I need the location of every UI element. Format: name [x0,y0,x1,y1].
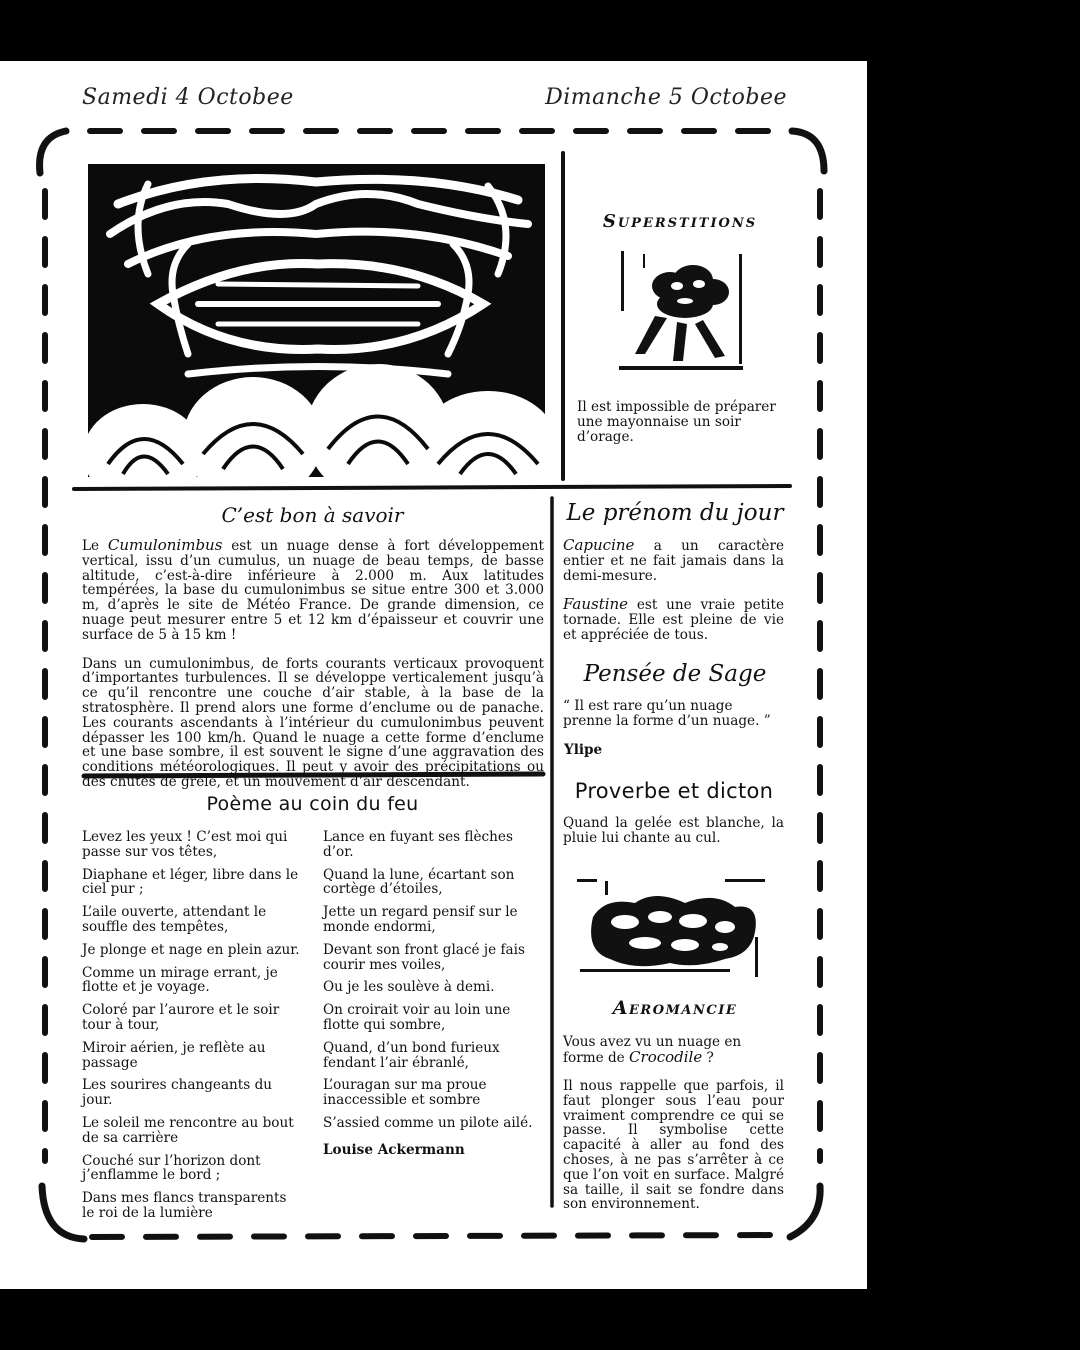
cumulonimbus-illustration [88,164,545,477]
bon-a-savoir-p2: Dans un cumulonimbus, de forts courants verticaux provoquent d’importantes turbulences. Il se développe verticalement jusqu’à ce qu’il rencontre une couche d’air stable, à la base de la stratosphère. Il prend alors une forme d’enclume ou de panache. Les courants ascendants à l’intérieur du cumulonimbus peuvent dépasser les 100 km/h. Quand le nuage a cette forme d’enclume et une base sombre, il est souvent le signe d’une aggravation des conditions météorologiques. Il peut y avoir des précipitations ou des chutes de grêle, et un mouvement d’air descendant. [82,655,544,790]
poem-line: Comme un mirage errant, je flotte et je voyage. [82,964,278,996]
aeromancie-text: Il nous rappelle que parfois, il faut plonger sous l’eau pour vraiment comprendre ce qui se passe. Il symbolise cette capacité à aller au fond des choses, à ne pas s’arrêter à ce que l’on voit en surface. Malgré sa taille, il sait se fondre dans son environnement. [563,1078,784,1213]
poem-line: Couché sur l’horizon dont j’enflamme le bord ; [82,1152,261,1184]
superstitions-title: Superstitions [602,211,758,232]
date-left: Samedi 4 Octobee [82,85,294,110]
prenom-text2: est une vraie petite tornade. Elle est pleine de vie et appréciée de tous. [563,597,784,643]
date-right: Dimanche 5 Octobee [545,85,787,110]
aeromancie-q-word: Crocodile [629,1047,703,1066]
page [0,61,867,1289]
prenom-title: Le prénom du jour [566,500,784,526]
superstitions-text: Il est impossible de préparer une mayonnaise un soir d’orage. [577,399,776,445]
poem-line: Le soleil me rencontre au bout de sa carrière [82,1114,294,1146]
bon-a-savoir-text [82,538,544,804]
poem-line: Coloré par l’aurore et le soir tour à tour, [82,1002,280,1033]
poem-line: Quand la lune, écartant son cortège d’étoiles, [323,866,515,898]
aeromancie-question [563,1035,784,1066]
pensee-quote: “ Il est rare qu’un nuage prenne la forme d’un nuage. ” [563,698,771,729]
poem-line: Diaphane et léger, libre dans le ciel pur ; [82,866,299,898]
poem-line: Devant son front glacé je fais courir mes voiles, [323,941,525,973]
pensee-title: Pensée de Sage [583,661,767,687]
poem-line: Lance en fuyant ses flèches d’or. [323,829,513,860]
crocodile-cloud-illustration [575,877,773,985]
poem-line: Les sourires changeants du jour. [82,1077,273,1109]
poem-line: Levez les yeux ! C’est moi qui passe sur vos têtes, [82,829,288,860]
poem-line: L’ouragan sur ma proue inaccessible et sombre [323,1077,487,1109]
prenom-name2: Faustine [563,595,629,614]
poem-line: Je plonge et nage en plein azur. [82,941,300,958]
p1-lead: Le [82,538,108,554]
poeme-title: Poème au coin du feu [206,793,419,815]
poem-line: Dans mes flancs transparents le roi de la lumière [82,1190,287,1221]
aeromancie-title: Aeromancie [612,997,738,1019]
poem-author: Louise Ackermann [323,1141,465,1158]
bon-a-savoir-title: C’est bon à savoir [221,503,404,527]
prenom-name1: Capucine [563,536,635,554]
poem-line: Jette un regard pensif sur le monde endormi, [323,904,518,935]
poeme-col1 [82,830,302,1229]
poem-line: Quand, d’un bond furieux fendant l’air ébranlé, [323,1039,500,1071]
poem-line: Ou je les soulève à demi. [323,979,495,996]
prenom-text [563,538,784,657]
poem-line: S’assied comme un pilote ailé. [323,1114,533,1131]
prenom-p1 [563,538,784,583]
prenom-text1: a un caractère entier et ne fait jamais dans la demi-mesure. [563,538,784,584]
proverbe-text: Quand la gelée est blanche, la pluie lui chante au cul. [563,815,784,846]
storm-cloud-illustration [615,246,747,381]
p1-rest: est un nuage dense à fort développement vertical, issu d’un cumulus, un nuage de beau temps, de basse altitude, c’est-à-dire inférieure à 2.000 m. Aux latitudes tempérées, la base du cumulonimbus se situe entre 300 et 3.000 m, d’après le site de Météo France. De grande dimension, ce nuage peut mesurer entre 5 et 12 km d’épaisseur et couvrir une surface de 5 à 15 km ! [82,538,544,643]
bon-a-savoir-p1 [82,538,544,643]
aeromancie-q-end: ? [702,1049,714,1066]
proverbe-title: Proverbe et dicton [574,779,774,803]
poeme-col2 [323,830,545,1166]
aeromancie-q-lead: Vous avez vu un nuage en forme de [563,1034,742,1066]
poem-line: On croirait voir au loin une flotte qui sombre, [323,1002,511,1033]
poem-line: L’aile ouverte, attendant le souffle des tempêtes, [82,904,267,935]
pensee-author: Ylipe [564,742,603,758]
poem-line: Miroir aérien, je reflète au passage [82,1039,266,1071]
prenom-p2 [563,597,784,642]
cumulonimbus-word: Cumulonimbus [107,536,223,554]
